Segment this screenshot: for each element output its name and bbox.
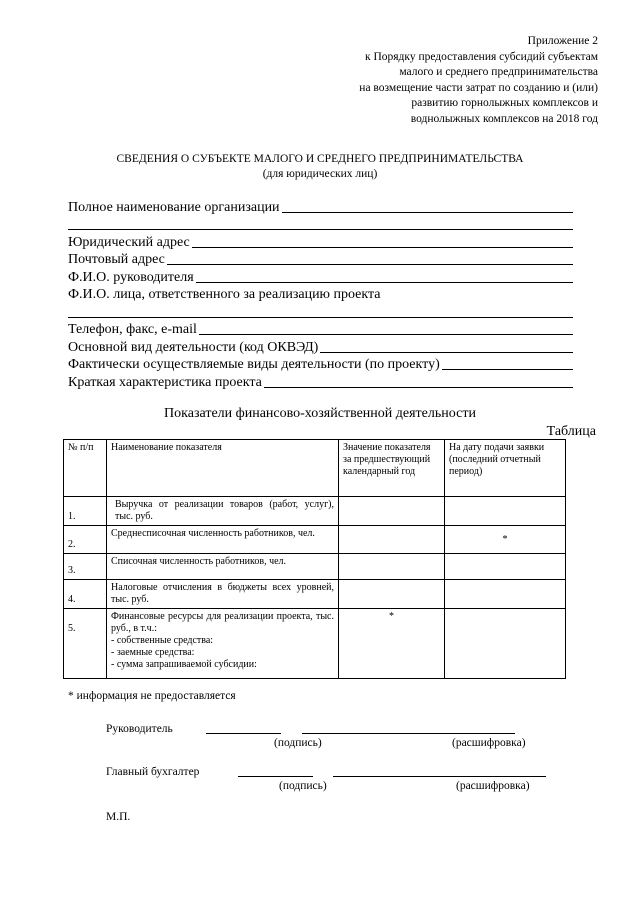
row-prev-value[interactable]: * [339,609,445,679]
financial-title: Показатели финансово-хозяйственной деятельности [164,406,476,421]
head-decode-caption: (расшифровка) [452,737,526,749]
postal-address-blank[interactable] [167,264,573,265]
stamp-place: М.П. [106,811,131,823]
appendix-line: на возмещение части затрат по созданию и (или) [359,81,598,94]
legal-address-blank[interactable] [192,247,573,248]
project-summary-blank[interactable] [264,387,573,388]
appendix-line: к Порядку предоставления субсидий субъектам [364,50,598,63]
form-fields [68,198,573,391]
responsible-name-blank[interactable] [68,317,573,318]
org-name-label: Полное наименование организации [68,199,280,215]
row-name-text: Списочная численность работников, чел. [111,556,287,567]
row-sub-item: - собственные средства: [111,635,214,646]
row-name [107,526,339,554]
actual-activity-label: Фактически осуществляемые виды деятельности (по проекту) [68,357,440,372]
row-name-text: Выручка от реализации товаров (работ, услуг), тыс. руб. [115,499,334,522]
row-current-value[interactable]: * [445,526,566,554]
row-sub-item: - сумма запрашиваемой субсидии: [111,659,257,670]
row-name [107,580,339,609]
table-row [64,497,566,526]
head-name-label: Ф.И.О. руководителя [68,269,194,285]
row-prev-value[interactable] [339,580,445,609]
head-signature-line[interactable] [206,733,281,734]
project-summary-field[interactable] [68,373,573,391]
header-name: Наименование показателя [107,440,339,497]
responsible-name-field[interactable] [68,286,573,304]
responsible-name-label: Ф.И.О. лица, ответственного за реализацию проекта [68,287,381,302]
header-prev-year: Значение показателя за предшествующий календарный год [339,440,445,497]
row-current-value[interactable] [445,497,566,526]
table-row [64,526,566,554]
row-prev-value[interactable] [339,526,445,554]
header-current: На дату подачи заявки (последний отчетный период) [445,440,566,497]
row-num: 5. [64,609,107,679]
table-label: Таблица [546,424,596,439]
row-current-value[interactable] [445,554,566,580]
head-signature-caption: (подпись) [274,737,322,749]
main-activity-field[interactable] [68,338,573,356]
row-current-value[interactable] [445,580,566,609]
legal-address-field[interactable] [68,233,573,251]
row-prev-value[interactable] [339,497,445,526]
appendix-header [359,34,598,127]
head-name-field[interactable] [68,268,573,286]
row-name-text: Среднесписочная численность работников, чел. [111,528,315,539]
header-num: № п/п [64,440,107,497]
title-sub: (для юридических лиц) [262,168,378,180]
row-name-text: Налоговые отчисления в бюджеты всех уровней, тыс. руб. [111,582,334,605]
postal-address-label: Почтовый адрес [68,252,165,267]
appendix-line: Приложение 2 [527,35,598,47]
org-name-blank-2[interactable] [68,229,573,230]
accountant-decode-caption: (расшифровка) [456,780,530,792]
row-num: 1. [64,497,107,526]
row-name [107,609,339,679]
accountant-decode-line[interactable] [333,776,546,777]
head-name-blank[interactable] [196,282,573,283]
appendix-line: развитию горнолыжных комплексов и [411,97,598,109]
table-row [64,609,566,679]
actual-activity-field[interactable] [68,356,573,374]
table-row [64,580,566,609]
row-current-value[interactable] [445,609,566,679]
row-num: 2. [64,526,107,554]
accountant-label: Главный бухгалтер [106,766,200,778]
appendix-line: воднолыжных комплексов на 2018 год [410,112,598,125]
row-name [107,497,339,526]
accountant-signature-line[interactable] [238,776,313,777]
row-num: 4. [64,580,107,609]
head-label: Руководитель [106,723,173,735]
org-name-continuation[interactable] [68,216,573,234]
phone-label: Телефон, факс, e-mail [68,322,197,337]
row-name [107,554,339,580]
row-prev-value[interactable] [339,554,445,580]
actual-activity-blank[interactable] [442,369,573,370]
table-header-row [64,440,566,497]
main-activity-label: Основной вид деятельности (код ОКВЭД) [68,339,319,355]
legal-address-label: Юридический адрес [68,234,190,250]
org-name-blank[interactable] [282,212,573,213]
head-decode-line[interactable] [302,733,515,734]
org-name-field[interactable] [68,198,573,216]
indicators-table [63,439,566,679]
footnote: * информация не предоставляется [68,690,236,702]
row-name-text: Финансовые ресурсы для реализации проекта, тыс. руб., в т.ч.: [111,611,334,634]
responsible-name-continuation[interactable] [68,303,573,321]
phone-blank[interactable] [199,334,573,335]
project-summary-label: Краткая характеристика проекта [68,374,262,390]
table-row [64,554,566,580]
appendix-line: малого и среднего предпринимательства [399,66,598,78]
postal-address-field[interactable] [68,251,573,269]
title-main: СВЕДЕНИЯ О СУБЪЕКТЕ МАЛОГО И СРЕДНЕГО ПРЕДПРИНИМАТЕЛЬСТВА [116,153,524,165]
document-title [0,152,640,182]
row-num: 3. [64,554,107,580]
row-sub-item: - заемные средства: [111,647,195,658]
phone-field[interactable] [68,321,573,339]
accountant-signature-caption: (подпись) [279,780,327,792]
main-activity-blank[interactable] [320,352,573,353]
